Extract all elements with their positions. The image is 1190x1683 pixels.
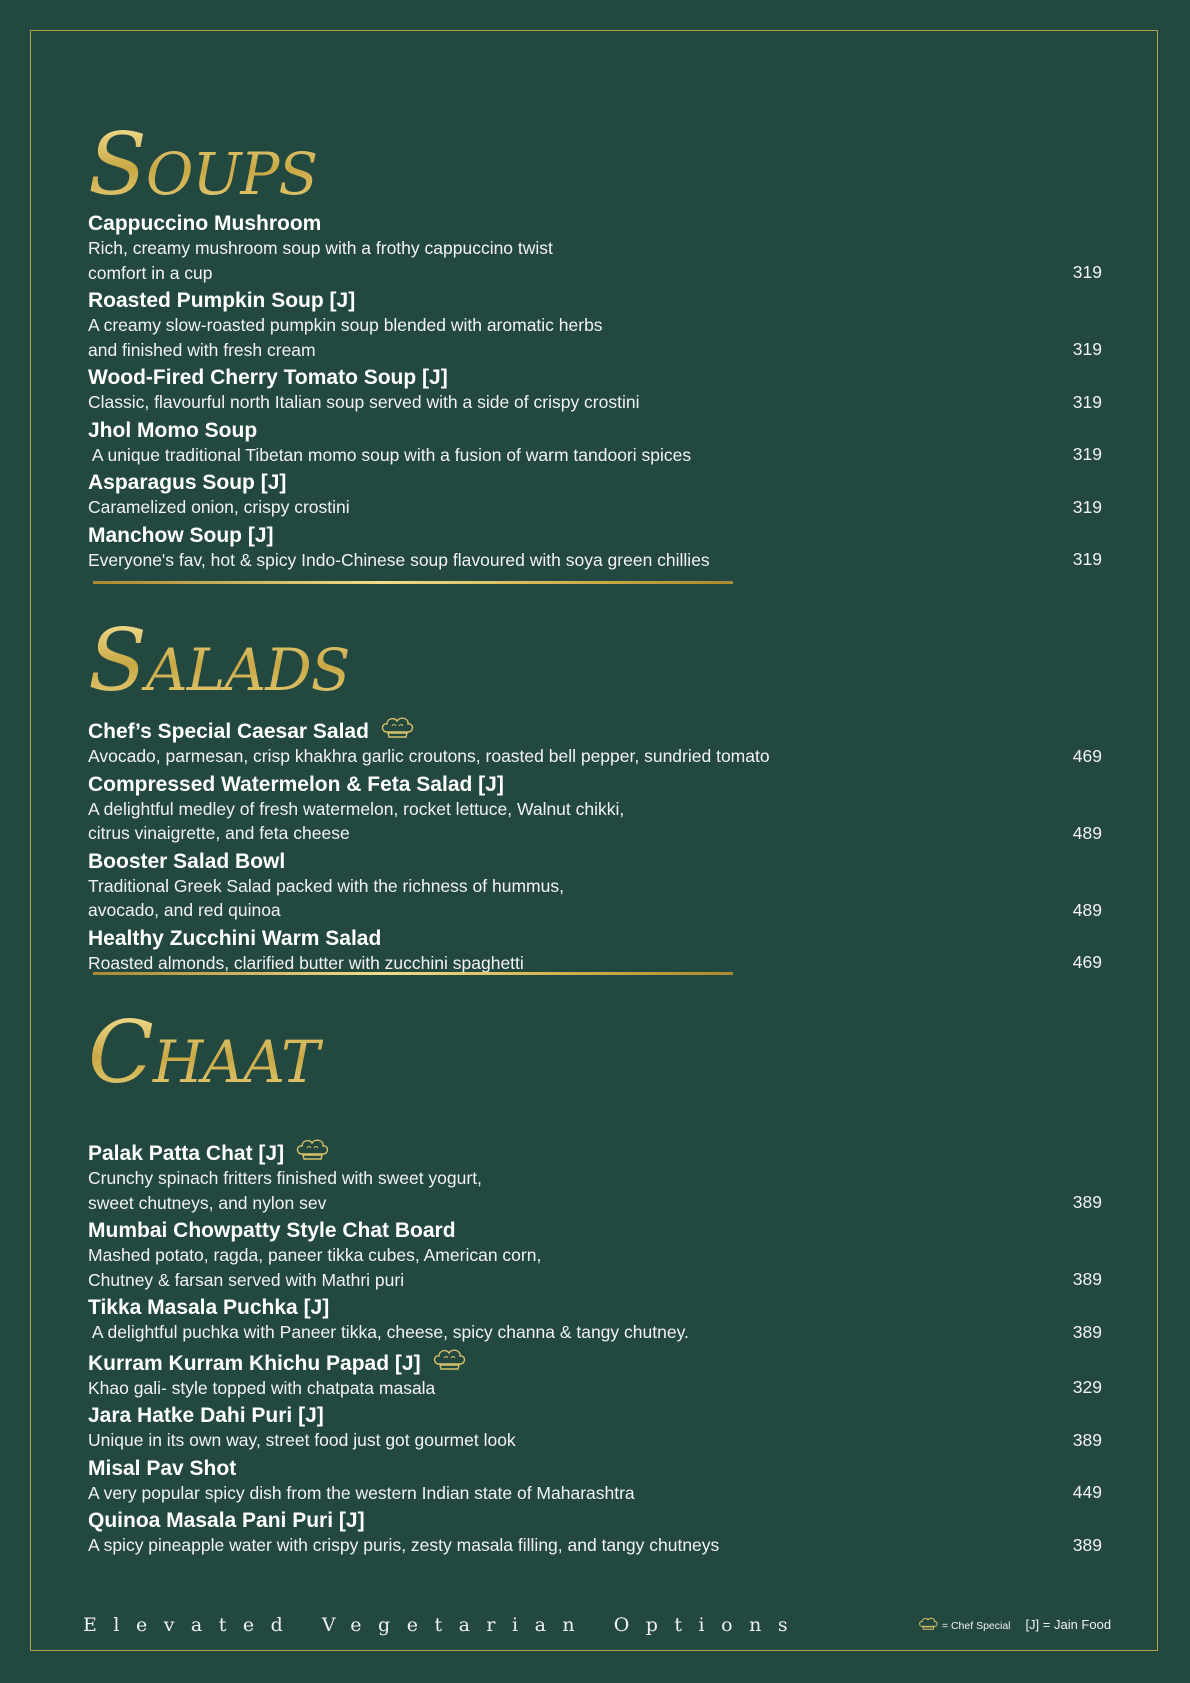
item-price: 389 [1072,1269,1102,1289]
legend-chef-special: = Chef Special [941,1620,1011,1632]
item-description: Traditional Greek Salad packed with the richness of hummus, [88,875,564,896]
menu-item [88,365,1102,415]
menu-item [88,1456,1102,1506]
legend [917,1617,1111,1632]
item-price: 449 [1072,1482,1102,1502]
item-name: Misal Pav Shot [88,1456,237,1480]
menu-item [88,523,1102,573]
item-name: Jhol Momo Soup [88,418,258,442]
gold-divider [93,972,733,975]
section-chaat [88,1003,1102,1558]
item-name: Compressed Watermelon & Feta Salad [J] [88,772,504,796]
item-description: Mashed potato, ragda, paneer tikka cubes, American corn, [88,1245,542,1265]
menu-item [88,716,1102,769]
item-description: Roasted almonds, clarified butter with zucchini spaghetti [88,952,524,973]
item-description: avocado, and red quinoa [88,900,281,920]
section-salads [88,611,1102,975]
item-name: Wood-Fired Cherry Tomato Soup [J] [88,366,448,389]
item-description: citrus vinaigrette, and feta cheese [88,823,350,843]
section-title: CHAAT [88,1010,1098,1096]
legend-jain-food: [J] = Jain Food [1025,1617,1112,1632]
chef-hat-icon [431,1348,467,1372]
menu-item [88,926,1102,976]
menu-item [88,211,1102,285]
item-name: Chef’s Special Caesar Salad [88,720,369,743]
chef-hat-icon [917,1617,939,1631]
item-price: 319 [1072,391,1102,412]
menu-item-list [88,1138,1102,1558]
item-name: Quinoa Masala Pani Puri [J] [88,1509,365,1532]
item-description: sweet chutneys, and nylon sev [88,1192,327,1213]
menu-item [88,288,1102,362]
item-name: Kurram Kurram Khichu Papad [J] [88,1351,421,1375]
item-price: 469 [1072,745,1102,766]
item-price: 469 [1072,952,1102,972]
item-name: Manchow Soup [J] [88,523,274,547]
menu-item-list [88,211,1102,572]
menu-item [88,772,1102,846]
item-price: 389 [1072,1321,1102,1342]
menu-item [88,1348,1102,1401]
menu-item [88,470,1102,520]
item-description: A delightful medley of fresh watermelon, rocket lettuce, Walnut chikki, [88,798,625,819]
menu-item [88,1508,1102,1558]
menu-item [88,1138,1102,1215]
chef-hat-icon [294,1138,330,1162]
item-name: Healthy Zucchini Warm Salad [88,926,382,950]
item-description: Crunchy spinach fritters finished with sweet yogurt, [88,1168,482,1188]
section-soups [88,115,1102,572]
item-name: Booster Salad Bowl [88,849,286,873]
item-description: Avocado, parmesan, crisp khakhra garlic croutons, roasted bell pepper, sundried tomato [88,746,770,766]
item-description: A delightful puchka with Paneer tikka, cheese, spicy channa & tangy chutney. [88,1322,689,1342]
item-description: A spicy pineapple water with crispy puris, zesty masala filling, and tangy chutneys [88,1535,720,1555]
item-description: Classic, flavourful north Italian soup served with a side of crispy crostini [88,392,640,412]
item-price: 389 [1072,1192,1102,1212]
section-title: SOUPS [88,122,1098,208]
item-name: Palak Patta Chat [J] [88,1142,285,1165]
item-description: Rich, creamy mushroom soup with a frothy cappuccino twist [88,238,553,258]
item-description: Unique in its own way, street food just got gourmet look [88,1430,516,1450]
item-description: A creamy slow-roasted pumpkin soup blended with aromatic herbs [88,315,603,335]
menu-item [88,418,1102,468]
item-price: 389 [1072,1429,1102,1450]
item-description: Chutney & farsan served with Mathri puri [88,1269,405,1290]
item-name: Tikka Masala Puchka [J] [88,1296,330,1319]
item-name: Cappuccino Mushroom [88,212,322,235]
item-price: 319 [1072,549,1102,569]
item-name: Asparagus Soup [J] [88,471,287,494]
menu-item [88,849,1102,923]
item-description: and finished with fresh cream [88,339,316,360]
item-description: Everyone's fav, hot & spicy Indo-Chinese soup flavoured with soya green chillies [88,549,710,570]
item-price: 319 [1072,444,1102,464]
item-price: 389 [1072,1534,1102,1555]
item-description: A very popular spicy dish from the western Indian state of Maharashtra [88,1482,635,1503]
item-price: 489 [1072,899,1102,920]
menu-item [88,1295,1102,1345]
item-description: comfort in a cup [88,262,213,283]
item-price: 489 [1072,822,1102,843]
item-name: Mumbai Chowpatty Style Chat Board [88,1219,456,1242]
item-name: Roasted Pumpkin Soup [J] [88,289,356,312]
menu-item-list [88,716,1102,975]
item-price: 319 [1072,262,1102,282]
item-price: 329 [1072,1377,1102,1397]
item-price: 319 [1072,339,1102,359]
footer-tagline: Elevated Vegetarian Options [83,1614,805,1636]
menu-item [88,1403,1102,1453]
chef-hat-icon [379,716,415,740]
gold-divider [93,581,733,584]
menu-item [88,1218,1102,1292]
item-description: Khao gali- style topped with chatpata masala [88,1377,436,1398]
item-price: 319 [1072,496,1102,517]
item-name: Jara Hatke Dahi Puri [J] [88,1404,324,1427]
item-description: Caramelized onion, crispy crostini [88,497,350,517]
item-description: A unique traditional Tibetan momo soup with a fusion of warm tandoori spices [88,444,692,465]
section-title: SALADS [88,618,1098,704]
